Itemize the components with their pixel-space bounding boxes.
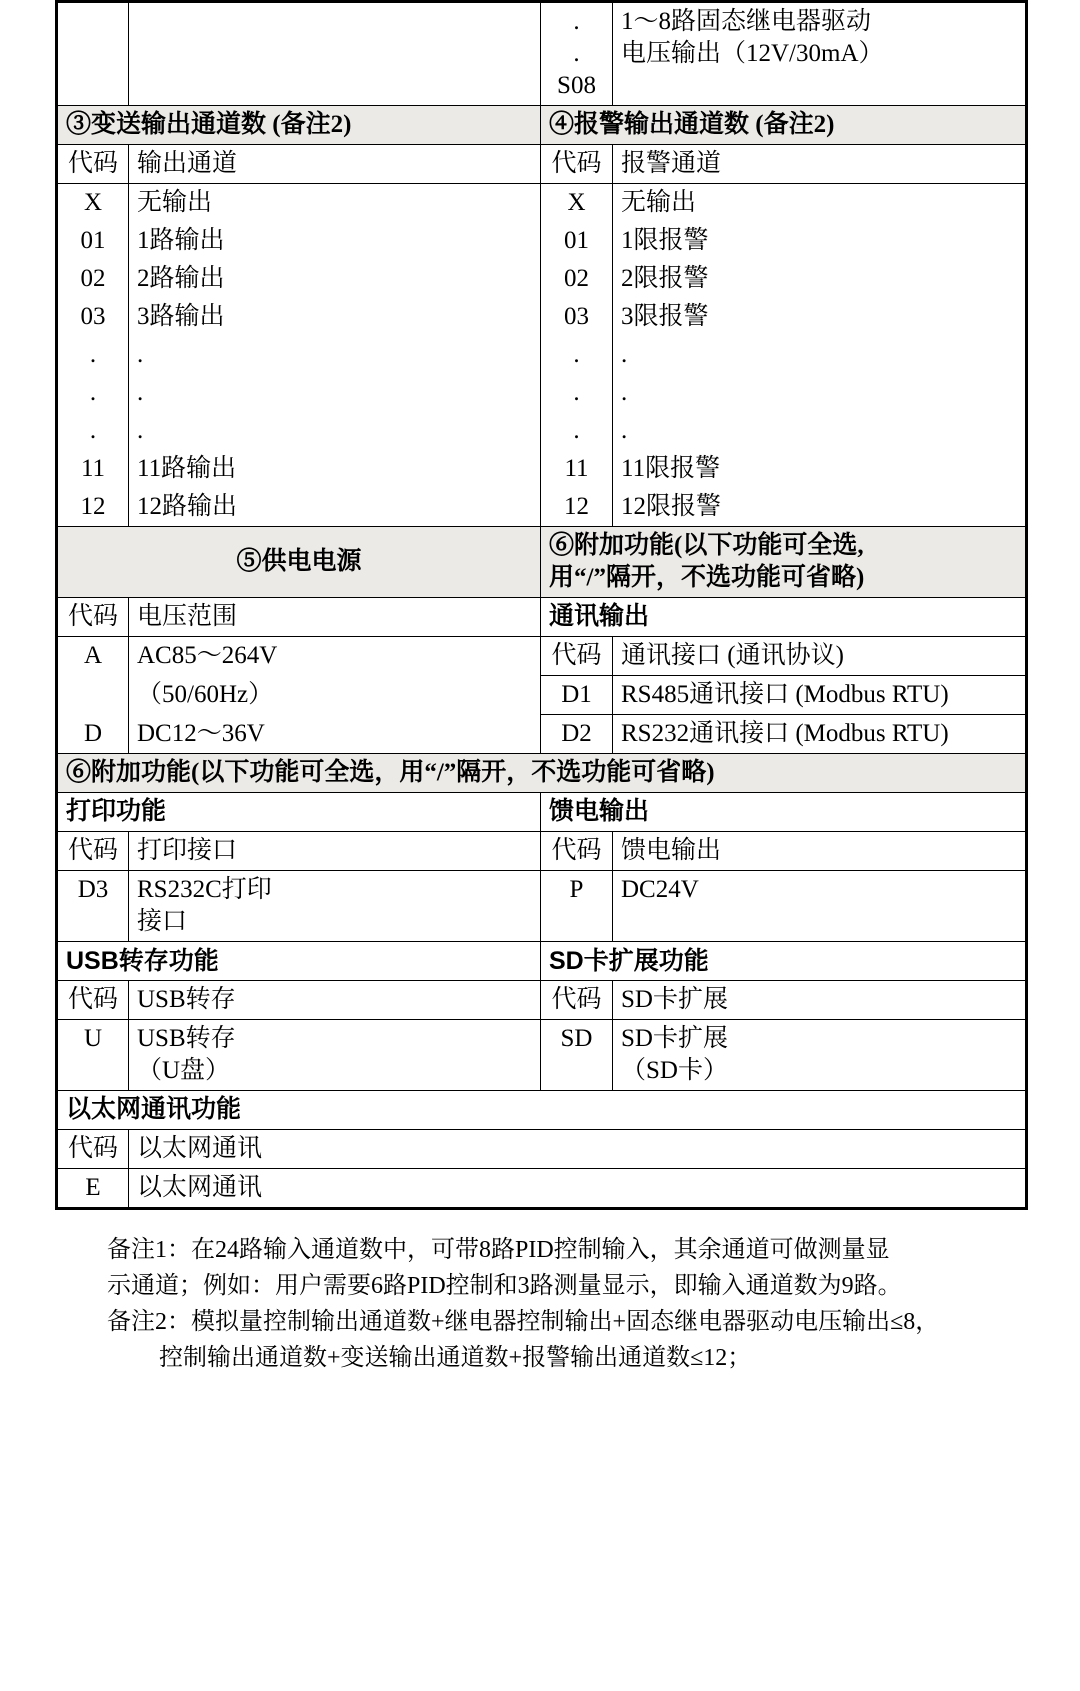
table-row xyxy=(57,488,1027,527)
table-row xyxy=(57,871,1027,942)
section3-row8-value: 12路输出 xyxy=(129,488,541,527)
ethernet-row-code: E xyxy=(57,1169,129,1209)
section3-row0-value: 无输出 xyxy=(129,184,541,223)
table-row xyxy=(57,1130,1027,1169)
print-row-value-line1: RS232C打印 xyxy=(137,876,272,903)
feed-row-code: P xyxy=(541,871,613,942)
usb-row-value xyxy=(129,1020,541,1091)
sd-row-value-line2: （SD卡） xyxy=(621,1057,728,1084)
print-row-value-line2: 接口 xyxy=(137,908,188,935)
section5-row1-value: DC12～36V xyxy=(129,715,541,754)
section4-title: ④报警输出通道数 (备注2) xyxy=(541,106,1027,145)
section3-row7-code: 11 xyxy=(57,450,129,488)
note-line-1: 备注1：在24路输入通道数中，可带8路PID控制输入，其余通道可做测量显 xyxy=(107,1237,890,1263)
top-desc-line2: 电压输出（12V/30mA） xyxy=(621,40,884,67)
dot-2: . xyxy=(573,40,580,67)
table-row xyxy=(57,184,1027,223)
section4-row2-value: 2限报警 xyxy=(613,260,1027,298)
section6-row1-value: RS232通讯接口 (Modbus RTU) xyxy=(613,715,1027,754)
section4-row3-code: 03 xyxy=(541,298,613,336)
section6-main-title: ⑥附加功能(以下功能可全选，用“/”隔开，不选功能可省略) xyxy=(57,754,1027,793)
section4-head-code: 代码 xyxy=(541,145,613,184)
section5-head-code: 代码 xyxy=(57,598,129,637)
note-line-3: 备注2：模拟量控制输出通道数+继电器控制输出+固态继电器驱动电压输出≤8， xyxy=(107,1309,940,1335)
feed-head-code: 代码 xyxy=(541,832,613,871)
section4-row2-code: 02 xyxy=(541,260,613,298)
section4-head-value: 报警通道 xyxy=(613,145,1027,184)
section5-row0-code: A xyxy=(57,637,129,676)
usb-head-value: USB转存 xyxy=(129,981,541,1020)
usb-row-value-line1: USB转存 xyxy=(137,1025,236,1052)
section6-comm-title: 通讯输出 xyxy=(541,598,1027,637)
section3-row3-code: 03 xyxy=(57,298,129,336)
ethernet-head-value: 以太网通讯 xyxy=(129,1130,1027,1169)
table-row xyxy=(57,450,1027,488)
section4-row8-code: 12 xyxy=(541,488,613,527)
table-row xyxy=(57,1020,1027,1091)
sd-row-code: SD xyxy=(541,1020,613,1091)
section4-row7-code: 11 xyxy=(541,450,613,488)
table-row xyxy=(57,676,1027,715)
section4-row0-code: X xyxy=(541,184,613,223)
section6-head-value: 通讯接口 (通讯协议) xyxy=(613,637,1027,676)
section4-row0-value: 无输出 xyxy=(613,184,1027,223)
section4-row7-value: 11限报警 xyxy=(613,450,1027,488)
section3-row0-code: X xyxy=(57,184,129,223)
section4-row5-code: . xyxy=(541,374,613,412)
print-head-value: 打印接口 xyxy=(129,832,541,871)
section5-row0-value-line1: AC85～264V xyxy=(137,642,278,669)
section5-row0-value xyxy=(129,637,541,676)
section6-top-title-line1: ⑥附加功能(以下功能可全选, xyxy=(549,532,864,559)
print-title: 打印功能 xyxy=(57,793,541,832)
feed-head-value: 馈电输出 xyxy=(613,832,1027,871)
print-head-code: 代码 xyxy=(57,832,129,871)
usb-title: USB转存功能 xyxy=(57,942,541,981)
section5-row0-code-cont xyxy=(57,676,129,715)
print-row-code: D3 xyxy=(57,871,129,942)
table-row xyxy=(57,754,1027,793)
table-row xyxy=(57,298,1027,336)
feed-row-value-line1: DC24V xyxy=(621,876,699,903)
ethernet-head-code: 代码 xyxy=(57,1130,129,1169)
sd-title: SD卡扩展功能 xyxy=(541,942,1027,981)
table-row xyxy=(57,1169,1027,1209)
ethernet-row-value: 以太网通讯 xyxy=(129,1169,1027,1209)
section3-row4-code: . xyxy=(57,336,129,374)
section3-head-code: 代码 xyxy=(57,145,129,184)
section5-row1-code: D xyxy=(57,715,129,754)
sd-head-value: SD卡扩展 xyxy=(613,981,1027,1020)
top-description xyxy=(613,2,1027,106)
section3-head-value: 输出通道 xyxy=(129,145,541,184)
notes-block xyxy=(55,1232,1025,1376)
table-row xyxy=(57,527,1027,598)
usb-row-code: U xyxy=(57,1020,129,1091)
sd-row-value-line1: SD卡扩展 xyxy=(621,1025,728,1052)
section3-row7-value: 11路输出 xyxy=(129,450,541,488)
table-row xyxy=(57,981,1027,1020)
table-row xyxy=(57,2,1027,106)
usb-head-code: 代码 xyxy=(57,981,129,1020)
section6-top-title xyxy=(541,527,1027,598)
table-row xyxy=(57,106,1027,145)
section3-row2-code: 02 xyxy=(57,260,129,298)
top-code-dots xyxy=(541,2,613,106)
section6-row0-code: D1 xyxy=(541,676,613,715)
table-row xyxy=(57,637,1027,676)
section5-row0-value-line2: （50/60Hz） xyxy=(137,680,274,708)
table-row xyxy=(57,942,1027,981)
table-row xyxy=(57,715,1027,754)
code-s08: S08 xyxy=(557,72,596,99)
section3-row6-value: . xyxy=(129,412,541,450)
section4-row6-code: . xyxy=(541,412,613,450)
section4-row1-code: 01 xyxy=(541,222,613,260)
section5-row0-value-line2-cell xyxy=(129,676,541,715)
table-row xyxy=(57,222,1027,260)
section6-top-title-line2: 用“/”隔开，不选功能可省略) xyxy=(549,564,865,591)
table-row xyxy=(57,793,1027,832)
section3-row5-code: . xyxy=(57,374,129,412)
table-row xyxy=(57,1091,1027,1130)
table-row xyxy=(57,336,1027,374)
section4-row6-value: . xyxy=(613,412,1027,450)
sd-row-value xyxy=(613,1020,1027,1091)
dot-1: . xyxy=(573,8,580,35)
feed-row-value xyxy=(613,871,1027,942)
section3-row1-code: 01 xyxy=(57,222,129,260)
table-row xyxy=(57,260,1027,298)
note-line-4: 控制输出通道数+变送输出通道数+报警输出通道数≤12； xyxy=(159,1345,752,1371)
table-row xyxy=(57,145,1027,184)
table-row xyxy=(57,832,1027,871)
section6-row1-code: D2 xyxy=(541,715,613,754)
section4-row3-value: 3限报警 xyxy=(613,298,1027,336)
empty-cell-left xyxy=(57,2,129,106)
section6-row0-value: RS485通讯接口 (Modbus RTU) xyxy=(613,676,1027,715)
sd-head-code: 代码 xyxy=(541,981,613,1020)
table-row xyxy=(57,598,1027,637)
section4-row4-code: . xyxy=(541,336,613,374)
section3-row6-code: . xyxy=(57,412,129,450)
section5-title: ⑤供电电源 xyxy=(57,527,541,598)
section4-row8-value: 12限报警 xyxy=(613,488,1027,527)
table-row xyxy=(57,412,1027,450)
section3-row2-value: 2路输出 xyxy=(129,260,541,298)
feed-title: 馈电输出 xyxy=(541,793,1027,832)
print-row-value xyxy=(129,871,541,942)
section4-row5-value: . xyxy=(613,374,1027,412)
empty-cell-left2 xyxy=(129,2,541,106)
specification-table xyxy=(55,0,1028,1210)
section4-row4-value: . xyxy=(613,336,1027,374)
ethernet-title: 以太网通讯功能 xyxy=(57,1091,1027,1130)
top-desc-line1: 1～8路固态继电器驱动 xyxy=(621,8,872,35)
section3-row8-code: 12 xyxy=(57,488,129,527)
section3-row5-value: . xyxy=(129,374,541,412)
section5-head-value: 电压范围 xyxy=(129,598,541,637)
section3-row3-value: 3路输出 xyxy=(129,298,541,336)
note-line-2: 示通道；例如：用户需要6路PID控制和3路测量显示，即输入通道数为9路。 xyxy=(107,1273,902,1299)
section3-title: ③变送输出通道数 (备注2) xyxy=(57,106,541,145)
section4-row1-value: 1限报警 xyxy=(613,222,1027,260)
usb-row-value-line2: （U盘） xyxy=(137,1057,231,1084)
section6-head-code: 代码 xyxy=(541,637,613,676)
table-row xyxy=(57,374,1027,412)
section3-row1-value: 1路输出 xyxy=(129,222,541,260)
section3-row4-value: . xyxy=(129,336,541,374)
